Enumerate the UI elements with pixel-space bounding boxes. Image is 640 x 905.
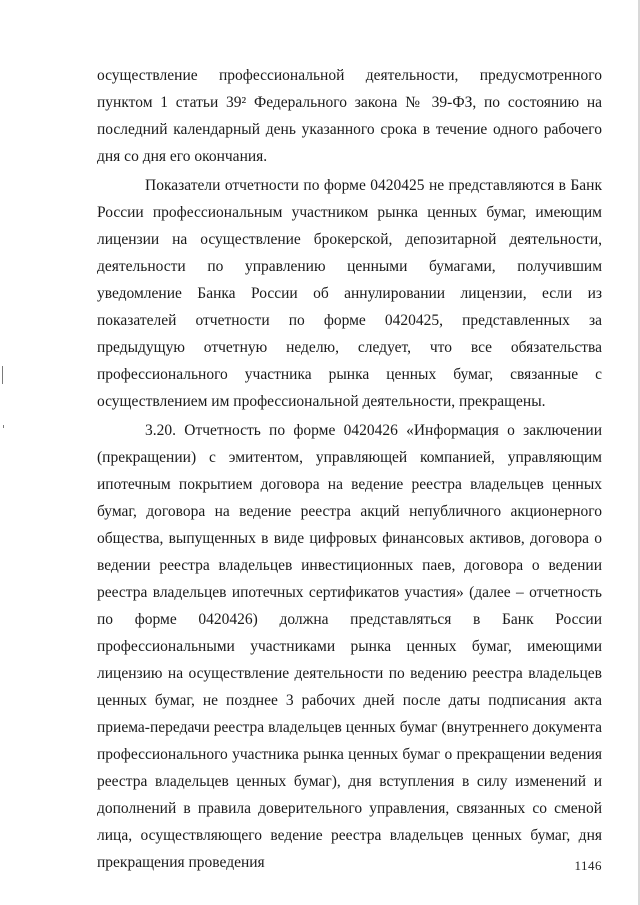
scan-margin-mark [3, 425, 4, 428]
body-text [97, 62, 602, 876]
scan-margin-mark [2, 366, 3, 384]
page-number: 1146 [574, 858, 602, 873]
paragraph-continuation: осуществление профессиональной деятельности, предусмотренного пунктом 1 статьи 39² Федерального закона № 39-ФЗ, по состоянию на последний календарный день указанного срока в течение одного рабочего дня со дня его окончания. [97, 67, 602, 165]
paragraph-3-20: 3.20. Отчетность по форме 0420426 «Информация о заключении (прекращении) с эмитентом, управляющей компанией, управляющим ипотечным покрытием договора на ведение реестра владельцев ценных бумаг, договора на ведение реестра акций непубличного акционерного общества, выпущенных в виде цифровых финансовых активов, договора о ведении реестра владельцев инвестиционных паев, договора о ведении реестра владельцев ипотечных сертификатов участия» (далее – отчетность по форме 0420426) должна представляться в Банк России профессиональными участниками рынка ценных бумаг, имеющими лицензию на осуществление деятельности по ведению реестра владельцев ценных бумаг, не позднее 3 рабочих дней после даты подписания акта приема-передачи реестра владельцев ценных бумаг (внутреннего документа профессионального участника рынка ценных бумаг о прекращении ведения реестра владельцев ценных бумаг), дня вступления в силу изменений и дополнений в правила доверительного управления, связанных со сменой лица, осуществляющего ведение реестра владельцев ценных бумаг, дня прекращения проведения [97, 422, 602, 871]
paragraph-reporting-exemption: Показатели отчетности по форме 0420425 не представляются в Банк России профессиональным участником рынка ценных бумаг, имеющим лицензии на осуществление брокерской, депозитарной деятельности, деятельности по управлению ценными бумагами, получившим уведомление Банка России об аннулировании лицензии, если из показателей отчетности по форме 0420425, представленных за предыдущую отчетную неделю, следует, что все обязательства профессионального участника рынка ценных бумаг, связанные с осуществлением им профессиональной деятельности, прекращены. [97, 177, 602, 410]
